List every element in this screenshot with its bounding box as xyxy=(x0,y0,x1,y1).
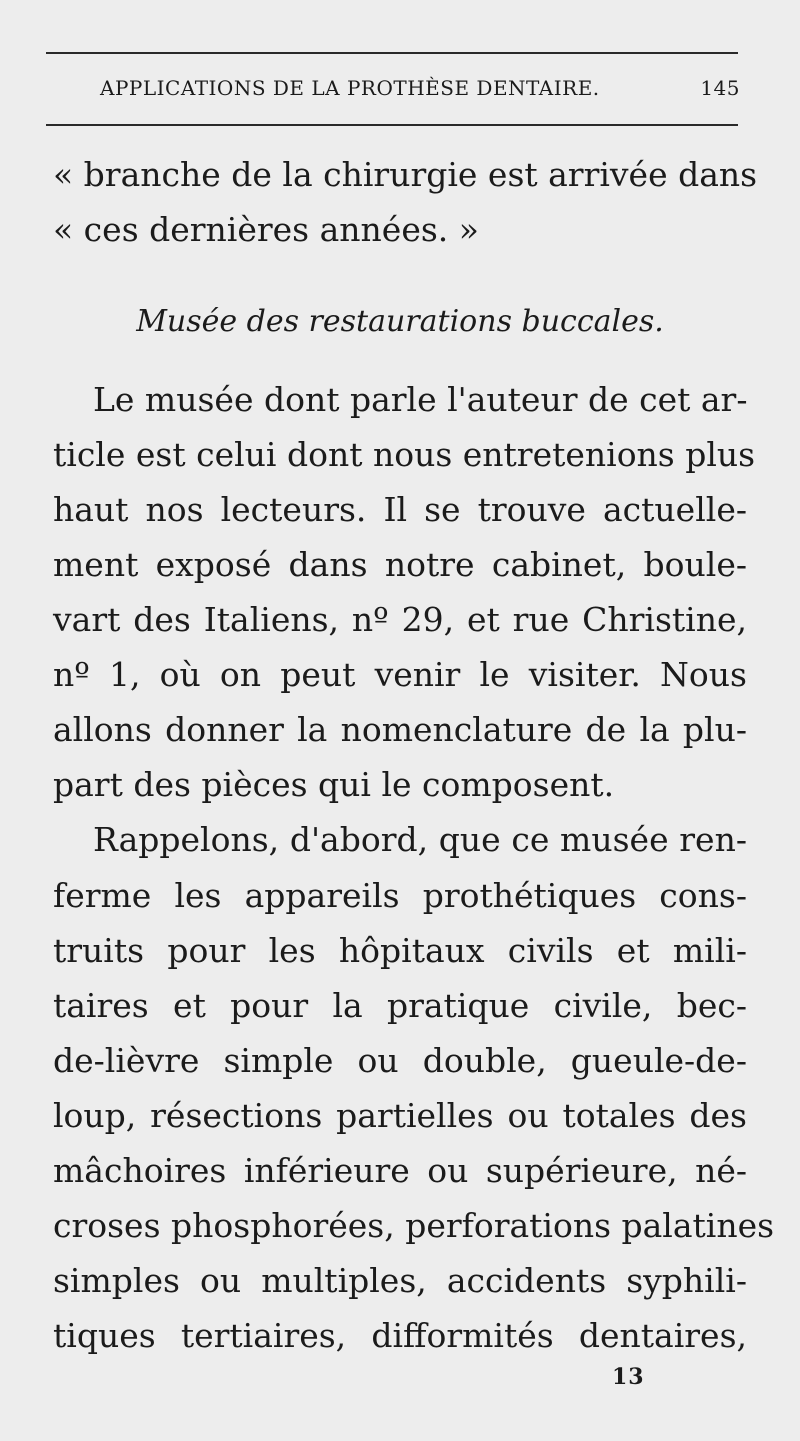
running-head xyxy=(100,72,740,108)
paragraph-line: truits pour les hôpitaux civils et mili- xyxy=(53,931,747,970)
paragraph-line: croses phosphorées, perforations palatines xyxy=(53,1206,775,1245)
quote-line: « ces dernières années. » xyxy=(53,210,479,249)
paragraph-line: tiques tertiaires, difformités dentaires, xyxy=(53,1316,747,1355)
paragraph-line: ferme les appareils prothétiques cons- xyxy=(53,876,747,915)
paragraph-line: vart des Italiens, nº 29, et rue Christine, xyxy=(53,600,747,639)
paragraph-line: haut nos lecteurs. Il se trouve actuelle- xyxy=(53,490,747,529)
running-head-title: APPLICATIONS DE LA PROTHÈSE DENTAIRE. xyxy=(100,76,600,100)
quote-line: « branche de la chirurgie est arrivée dans xyxy=(53,155,758,194)
paragraph-line: taires et pour la pratique civile, bec- xyxy=(53,986,747,1025)
paragraph-line: mâchoires inférieure ou supérieure, né- xyxy=(53,1151,747,1190)
paragraph-line: Le musée dont parle l'auteur de cet ar- xyxy=(93,380,748,419)
paragraph-line: allons donner la nomenclature de la plu- xyxy=(53,710,747,749)
paragraph-line: loup, résections partielles ou totales des xyxy=(53,1096,747,1135)
paragraph-line: part des pièces qui le composent. xyxy=(53,765,615,804)
paragraph-line: ticle est celui dont nous entretenions plus xyxy=(53,435,756,474)
header-rule-bottom xyxy=(46,124,738,126)
paragraph-line: de-lièvre simple ou double, gueule-de- xyxy=(53,1041,747,1080)
paragraph-line: simples ou multiples, accidents syphili- xyxy=(53,1261,747,1300)
header-rule-top xyxy=(46,52,738,54)
paragraph-line: ment exposé dans notre cabinet, boule- xyxy=(53,545,747,584)
page-number: 145 xyxy=(700,76,740,100)
signature-mark: 13 xyxy=(612,1364,645,1390)
paragraph-line: nº 1, où on peut venir le visiter. Nous xyxy=(53,655,747,694)
section-title: Musée des restaurations buccales. xyxy=(136,304,664,339)
paragraph-line: Rappelons, d'abord, que ce musée ren- xyxy=(93,820,747,859)
